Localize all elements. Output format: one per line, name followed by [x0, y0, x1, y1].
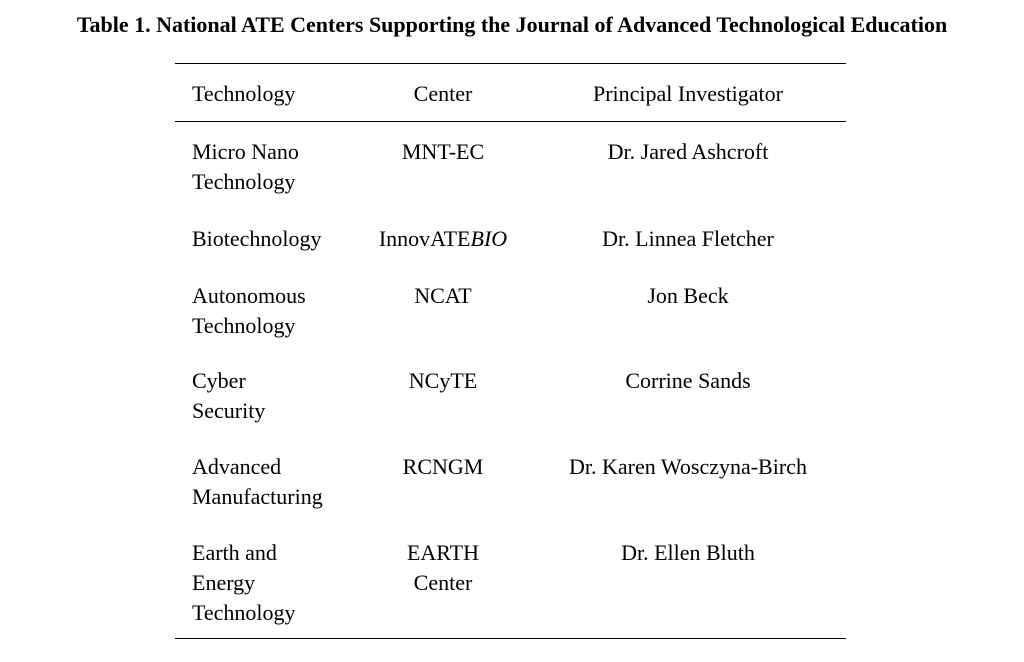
table-top-rule: [175, 63, 846, 64]
header-center: Center: [413, 81, 473, 106]
table-caption: Table 1. National ATE Centers Supporting the Journal of Advanced Technological Education: [76, 12, 948, 37]
center-line: Center: [413, 570, 473, 595]
table-bottom-rule: [175, 638, 846, 639]
table-row-center: [358, 538, 528, 598]
technology-line: Energy: [192, 570, 256, 595]
table-row-pi: Dr. Linnea Fletcher: [602, 226, 774, 251]
table-row-center: [358, 366, 528, 396]
technology-line: Cyber: [192, 368, 246, 393]
table-row-center: [358, 224, 528, 254]
center-line: [358, 224, 528, 254]
technology-line: Advanced: [192, 454, 282, 479]
table-row-technology: [192, 224, 362, 254]
technology-line: Technology: [192, 313, 296, 338]
center-prefix: InnovATE: [378, 226, 471, 251]
header-bottom-rule: [175, 121, 846, 122]
header-principal-investigator: Principal Investigator: [592, 81, 783, 106]
table-row-pi: Dr. Karen Wosczyna-Birch: [569, 454, 807, 479]
table-row-technology: [192, 366, 362, 426]
technology-line: Manufacturing: [192, 484, 323, 509]
center-line: NCyTE: [408, 368, 478, 393]
table-row-technology: [192, 281, 362, 341]
center-line: RCNGM: [402, 454, 484, 479]
center-line: MNT-EC: [401, 139, 485, 164]
table-row-center: [358, 137, 528, 167]
table-row-center: [358, 452, 528, 482]
table-row-technology: [192, 452, 362, 512]
table-row-pi: Jon Beck: [647, 283, 729, 308]
table-row-center: [358, 281, 528, 311]
technology-line: Biotechnology: [192, 226, 322, 251]
table-row-technology: [192, 137, 362, 197]
technology-line: Autonomous: [192, 283, 306, 308]
table-row-technology: [192, 538, 362, 628]
technology-line: Technology: [192, 600, 296, 625]
table-row-pi: Dr. Jared Ashcroft: [607, 139, 769, 164]
center-line: NCAT: [414, 283, 472, 308]
center-italic-suffix: BIO: [470, 226, 508, 251]
technology-line: Technology: [192, 169, 296, 194]
center-line: EARTH: [406, 540, 479, 565]
technology-line: Security: [192, 398, 266, 423]
header-technology: Technology: [192, 81, 296, 106]
table-row-pi: Corrine Sands: [625, 368, 751, 393]
technology-line: Micro Nano: [192, 139, 299, 164]
technology-line: Earth and: [192, 540, 277, 565]
table-row-pi: Dr. Ellen Bluth: [621, 540, 755, 565]
